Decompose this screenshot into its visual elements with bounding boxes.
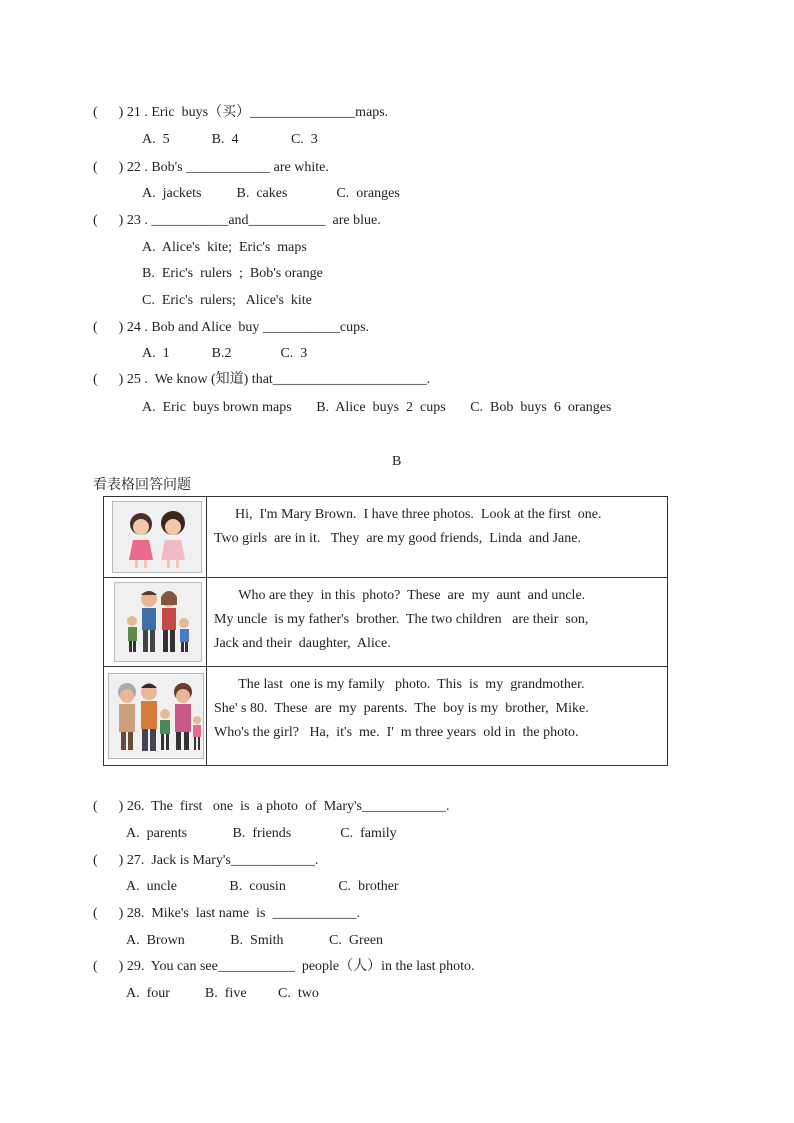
row-text [214,673,659,745]
question-29-options: A. four B. five C. two [126,986,319,1001]
section-heading: B [392,454,402,469]
table-row [104,497,667,578]
question-28: ( ) 28. Mike's last name is ____________. [93,906,360,921]
text-line: Hi, I'm Mary Brown. I have three photos. Look at the first one. [214,507,602,522]
question-22: ( ) 22 . Bob's ____________ are white. [93,160,329,175]
text-line: Who's the girl? Ha, it's me. I' m three years old in the photo. [214,725,579,740]
reading-table [103,496,668,766]
photo-cell [104,667,207,765]
question-21: ( ) 21 . Eric buys（买）_______________maps. [93,105,389,120]
photo-cell [104,578,207,666]
question-21-options: A. 5 B. 4 C. 3 [142,132,318,147]
question-23: ( ) 23 . ___________and___________ are blue. [93,213,381,228]
row-text [214,584,659,656]
question-25: ( ) 25 . We know (知道) that______________________. [93,372,431,387]
question-25-options: A. Eric buys brown maps B. Alice buys 2 cups C. Bob buys 6 oranges [142,400,612,415]
question-22-options: A. jackets B. cakes C. oranges [142,186,400,201]
row-text [214,503,659,551]
question-24-options: A. 1 B.2 C. 3 [142,346,308,361]
text-line: The last one is my family photo. This is my grandmother. [214,677,585,692]
text-line: Jack and their daughter, Alice. [214,636,391,651]
table-row [104,667,667,765]
question-26: ( ) 26. The first one is a photo of Mary's____________. [93,799,450,814]
instruction: 看表格回答问题 [93,477,191,493]
question-27: ( ) 27. Jack is Mary's____________. [93,853,319,868]
question-28-options: A. Brown B. Smith C. Green [126,933,384,948]
question-29: ( ) 29. You can see___________ people（人）in the last photo. [93,959,475,974]
question-24: ( ) 24 . Bob and Alice buy ___________cups. [93,320,370,335]
question-26-options: A. parents B. friends C. family [126,826,397,841]
text-line: My uncle is my father's brother. The two children are their son, [214,612,589,627]
girls-photo [112,501,202,573]
aunt-uncle-photo [114,582,202,662]
text-line: Who are they in this photo? These are my aunt and uncle. [214,588,586,603]
family-photo [108,673,204,759]
question-23-option-b: B. Eric's rulers ; Bob's orange [142,266,323,281]
text-line: Two girls are in it. They are my good friends, Linda and Jane. [214,531,581,546]
question-23-option-c: C. Eric's rulers; Alice's kite [142,293,312,308]
photo-cell [104,497,207,577]
text-line: She' s 80. These are my parents. The boy is my brother, Mike. [214,701,589,716]
question-27-options: A. uncle B. cousin C. brother [126,879,399,894]
question-23-option-a: A. Alice's kite; Eric's maps [142,240,307,255]
table-row [104,578,667,667]
